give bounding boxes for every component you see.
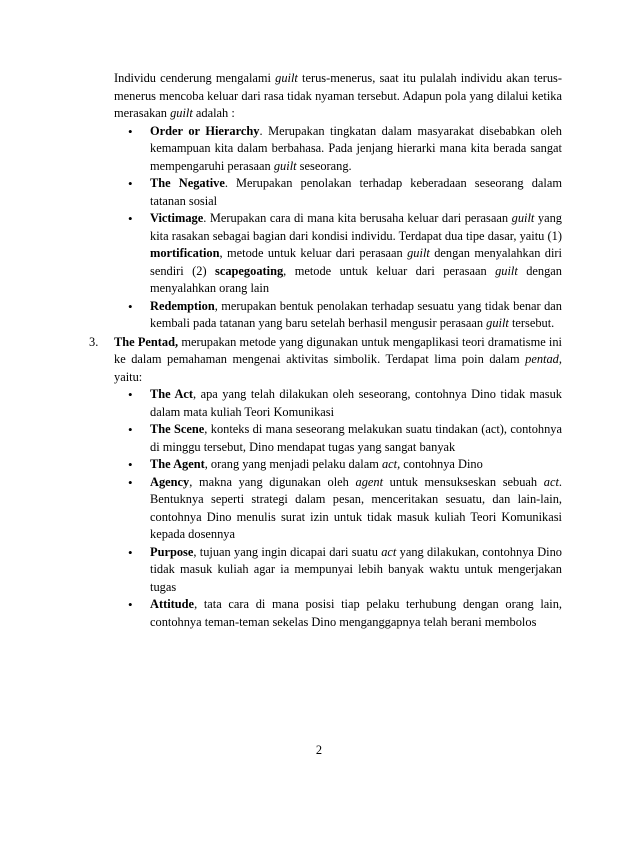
- page-number: 2: [315, 743, 323, 757]
- list-item-the-act: • The Act, apa yang telah dilakukan oleh seseorang, contohnya Dino tidak masuk dalam mata kuliah Teori Komunikasi: [150, 386, 562, 421]
- list-item-victimage: • Victimage. Merupakan cara di mana kita berusaha keluar dari perasaan guilt yang kita rasakan sebagai bagian dari kondisi individu. Terdapat dua tipe dasar, yaitu (1) mortification, metode untuk keluar dari perasaan guilt dengan menyalahkan diri sendiri (2) scapegoating, metode untuk keluar dari perasaan guilt dengan menyalahkan orang lain: [150, 210, 562, 298]
- list-item-redemption: • Redemption, merupakan bentuk penolakan terhadap sesuatu yang tidak benar dan kembali pada tatanan yang baru setelah berhasil mengusir perasaan guilt tersebut.: [150, 298, 562, 333]
- intro-paragraph: Individu cenderung mengalami guilt terus-menerus, saat itu pulalah individu akan terus-menerus mencoba keluar dari rasa tidak nyaman tersebut. Adapun pola yang dilalui ketika merasakan guilt adalah :: [114, 71, 562, 120]
- list-item-agency: • Agency, makna yang digunakan oleh agent untuk mensukseskan sebuah act. Bentuknya seperti strategi dalam pesan, menceritakan sesuatu, dan lain-lain, contohnya Dino menulis surat izin untuk tidak masuk kuliah Teori Komunikasi kepada dosennya: [150, 474, 562, 544]
- list-item-order-hierarchy: • Order or Hierarchy. Merupakan tingkatan dalam masyarakat disebabkan oleh kemampuan kita dalam berbahasa. Pada jenjang hierarki mana kita berada sangat mempengaruhi perasaan guilt seseorang.: [150, 123, 562, 176]
- list-item-the-negative: • The Negative. Merupakan penolakan terhadap keberadaan seseorang dalam tatanan sosial: [150, 175, 562, 210]
- list-item-the-agent: • The Agent, orang yang menjadi pelaku dalam act, contohnya Dino: [150, 456, 562, 474]
- guilt-pattern-list: [114, 123, 562, 333]
- numbered-item-pentad: [89, 334, 562, 387]
- list-number: 3.: [89, 334, 99, 349]
- pentad-paragraph: The Pentad, merupakan metode yang digunakan untuk mengaplikasi teori dramatisme ini ke dalam pemahaman mengenai aktivitas simbolik. Terdapat lima poin dalam pentad, yaitu:: [114, 334, 562, 384]
- list-item-the-scene: • The Scene, konteks di mana seseorang melakukan suatu tindakan (act), contohnya di minggu tersebut, Dino mendapat tugas yang sangat banyak: [150, 421, 562, 456]
- list-item-attitude: • Attitude, tata cara di mana posisi tiap pelaku terhubung dengan orang lain, contohnya teman-teman sekelas Dino menganggapnya telah berani membolos: [150, 596, 562, 631]
- pentad-list: [114, 386, 562, 631]
- page-body: [89, 70, 563, 631]
- list-item-purpose: • Purpose, tujuan yang ingin dicapai dari suatu act yang dilakukan, contohnya Dino tidak masuk kuliah agar ia mempunyai lebih banyak waktu untuk mengerjakan tugas: [150, 544, 562, 597]
